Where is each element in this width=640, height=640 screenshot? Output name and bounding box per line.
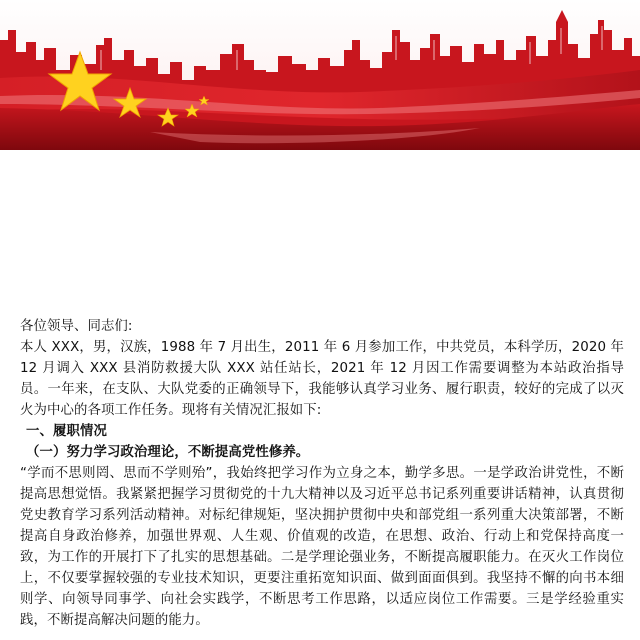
body-paragraph: “学而不思则罔、思而不学则殆”，我始终把学习作为立身之本，勤学多思。一是学政治讲党性，不断提高思想觉悟。我紧紧把握学习贯彻党的十九大精神以及习近平总书记系列重要讲话精神，认真贯彻党史教育学习系列活动精神。对标纪律规矩，坚决拥护贯彻中央和部党组一系列重大决策部署，不断提高自身政治修养，加强世界观、人生观、价值观的改造，在思想、政治、行动上和党保持高度一致，为工作的开展打下了扎实的思想基础。二是学理论强业务，不断提高履职能力。在灭火工作岗位上，不仅要掌握较强的专业技术知识，更要注重拓宽知识面、做到面面俱到。我坚持不懈的向书本细则学、向领导同事学、向社会实践学，不断思考工作思路，以适应岗位工作需要。三是学经验重实践，不断提高解决问题的能力。 <box>20 466 624 628</box>
document-body <box>20 316 624 631</box>
subsection-heading: （一）努力学习政治理论，不断提高党性修养。 <box>26 445 310 460</box>
section-heading: 一、履职情况 <box>26 424 107 439</box>
header-banner <box>0 0 640 150</box>
intro-paragraph: 本人 XXX，男，汉族，1988 年 7 月出生，2011 年 6 月参加工作，中共党员，本科学历，2020 年 12 月调入 XXX 县消防救援大队 XXX 站任站长，2021 年 12 月因工作需要调整为本站政治指导员。一年来，在支队、大队党委的正确领导下，我能够认真学习业务、履行职责，较好的完成了以灭火为中心的各项工作任务。现将有关情况汇报如下: <box>20 340 624 418</box>
greeting: 各位领导、同志们: <box>20 319 133 334</box>
